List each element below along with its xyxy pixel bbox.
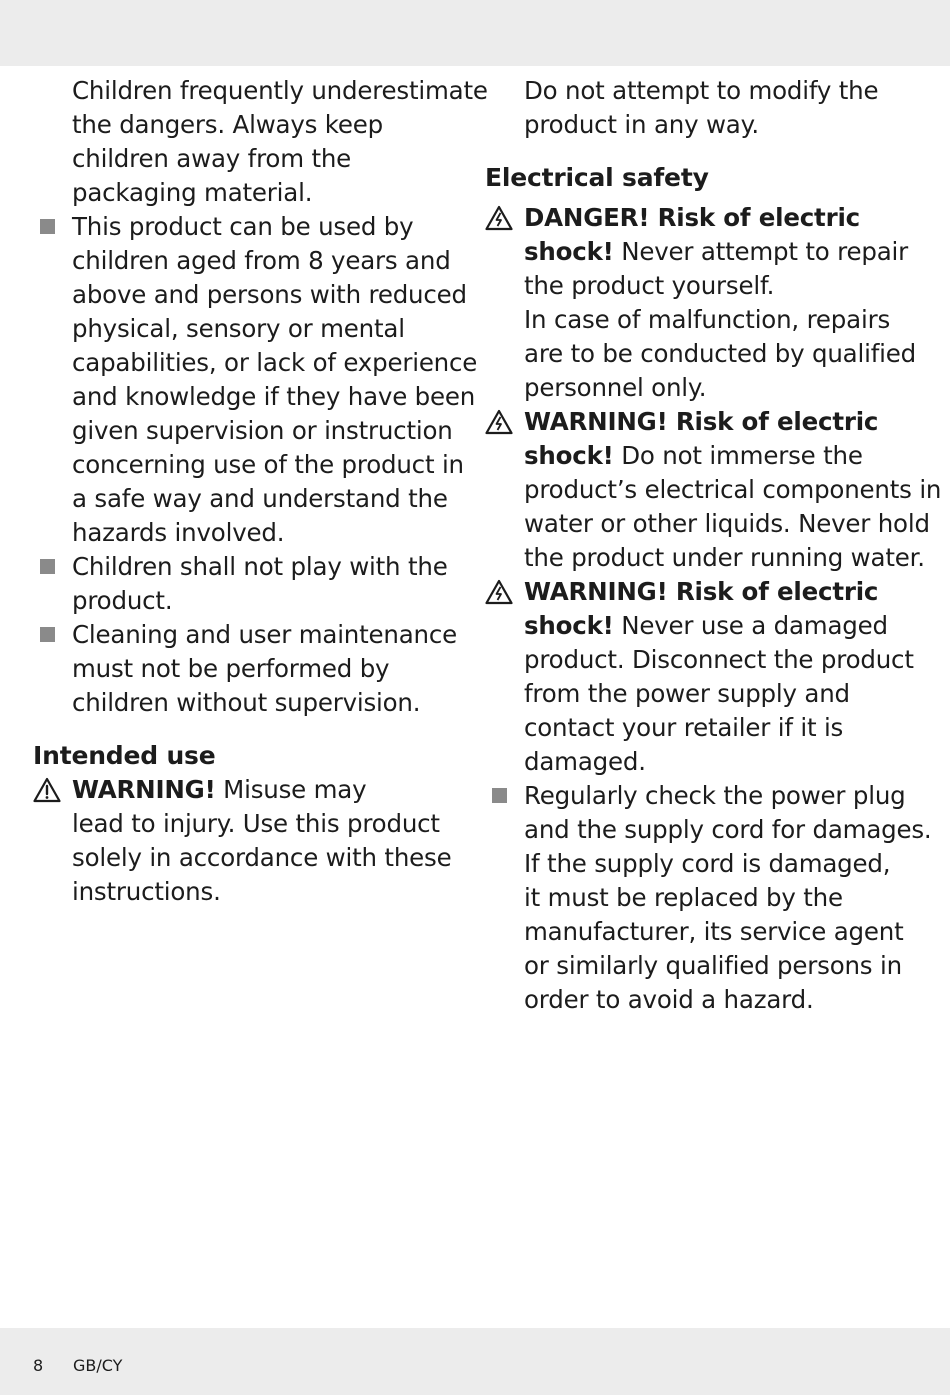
- warning-second-line: [524, 609, 925, 643]
- warning-label: WARNING!: [72, 775, 216, 804]
- text-line: physical, sensory or mental: [72, 314, 405, 343]
- list-item: [33, 210, 478, 550]
- warning-label: DANGER! Risk of electric: [524, 203, 860, 232]
- text-line: Cleaning and user maintenance: [72, 620, 458, 649]
- text-line: a safe way and understand the: [72, 484, 448, 513]
- text-line: from the power supply and: [524, 679, 850, 708]
- text-line: If the supply cord is damaged,: [524, 849, 891, 878]
- language-code: GB/CY: [73, 1356, 123, 1375]
- text-line: damaged.: [524, 747, 646, 776]
- text-line: Children frequently underestimate: [72, 76, 488, 105]
- warning-triangle-icon: [485, 579, 513, 605]
- text-line: children without supervision.: [72, 688, 421, 717]
- text-line: children aged from 8 years and: [72, 246, 451, 275]
- list-item: [33, 618, 473, 720]
- text-line: hazards involved.: [72, 518, 285, 547]
- intended-use-heading: Intended use: [33, 741, 216, 770]
- warning-label: WARNING! Risk of electric: [524, 407, 879, 436]
- text-line: or similarly qualified persons in: [524, 951, 902, 980]
- intro-paragraph: [33, 74, 488, 210]
- immersion-warning: [485, 405, 942, 575]
- text-line: personnel only.: [524, 373, 707, 402]
- intro-paragraph: [485, 74, 925, 142]
- text-fragment: Do not immerse the: [613, 441, 863, 470]
- text-fragment: Never use a damaged: [613, 611, 888, 640]
- text-line: product’s electrical components in: [524, 475, 942, 504]
- text-line: above and persons with reduced: [72, 280, 467, 309]
- text-line: lead to injury. Use this product: [72, 809, 440, 838]
- text-line: product. Disconnect the product: [524, 645, 914, 674]
- text-line: product.: [72, 586, 173, 615]
- warning-first-line: [72, 773, 473, 807]
- warning-triangle-icon: [485, 205, 513, 231]
- text-line: Do not attempt to modify the: [524, 76, 879, 105]
- text-line: This product can be used by: [72, 212, 414, 241]
- right-column: [485, 74, 942, 1017]
- text-line: it must be replaced by the: [524, 883, 843, 912]
- warning-second-line: [524, 439, 925, 473]
- text-line: Children shall not play with the: [72, 552, 448, 581]
- square-bullet-icon: [40, 627, 55, 642]
- square-bullet-icon: [492, 788, 507, 803]
- warning-triangle-icon: [485, 409, 513, 435]
- text-line: the dangers. Always keep: [72, 110, 384, 139]
- text-line: order to avoid a hazard.: [524, 985, 814, 1014]
- square-bullet-icon: [40, 559, 55, 574]
- text-line: concerning use of the product in: [72, 450, 464, 479]
- damaged-product-warning: [485, 575, 925, 779]
- warning-label: shock!: [524, 611, 614, 640]
- page-number: 8: [33, 1356, 44, 1375]
- warning-triangle-icon: [33, 777, 61, 803]
- warning-label: WARNING! Risk of electric: [524, 577, 879, 606]
- text-line: given supervision or instruction: [72, 416, 453, 445]
- page-footer-band: [0, 1328, 950, 1395]
- text-line: the product under running water.: [524, 543, 925, 572]
- text-line: children away from the: [72, 144, 352, 173]
- text-line: product in any way.: [524, 110, 760, 139]
- text-line: capabilities, or lack of experience: [72, 348, 478, 377]
- electrical-safety-heading: Electrical safety: [485, 163, 709, 192]
- text-line: are to be conducted by qualified: [524, 339, 916, 368]
- warning-label: shock!: [524, 441, 614, 470]
- warning-label: shock!: [524, 237, 614, 266]
- text-fragment: Misuse may: [215, 775, 367, 804]
- text-fragment: Never attempt to repair: [613, 237, 909, 266]
- list-item: [33, 550, 473, 618]
- text-line: the product yourself.: [524, 271, 775, 300]
- left-column: [33, 74, 488, 909]
- text-line: manufacturer, its service agent: [524, 917, 904, 946]
- text-line: contact your retailer if it is: [524, 713, 844, 742]
- text-line: In case of malfunction, repairs: [524, 305, 891, 334]
- text-line: Regularly check the power plug: [524, 781, 906, 810]
- text-line: must not be performed by: [72, 654, 390, 683]
- page-header-band: [0, 0, 950, 66]
- text-line: and knowledge if they have been: [72, 382, 476, 411]
- text-line: and the supply cord for damages.: [524, 815, 932, 844]
- text-line: solely in accordance with these: [72, 843, 452, 872]
- warning-second-line: [524, 235, 925, 269]
- text-line: instructions.: [72, 877, 221, 906]
- intended-use-warning: [33, 773, 473, 909]
- square-bullet-icon: [40, 219, 55, 234]
- text-line: water or other liquids. Never hold: [524, 509, 930, 538]
- danger-warning: [485, 201, 925, 405]
- list-item: [485, 779, 932, 1017]
- text-line: packaging material.: [72, 178, 313, 207]
